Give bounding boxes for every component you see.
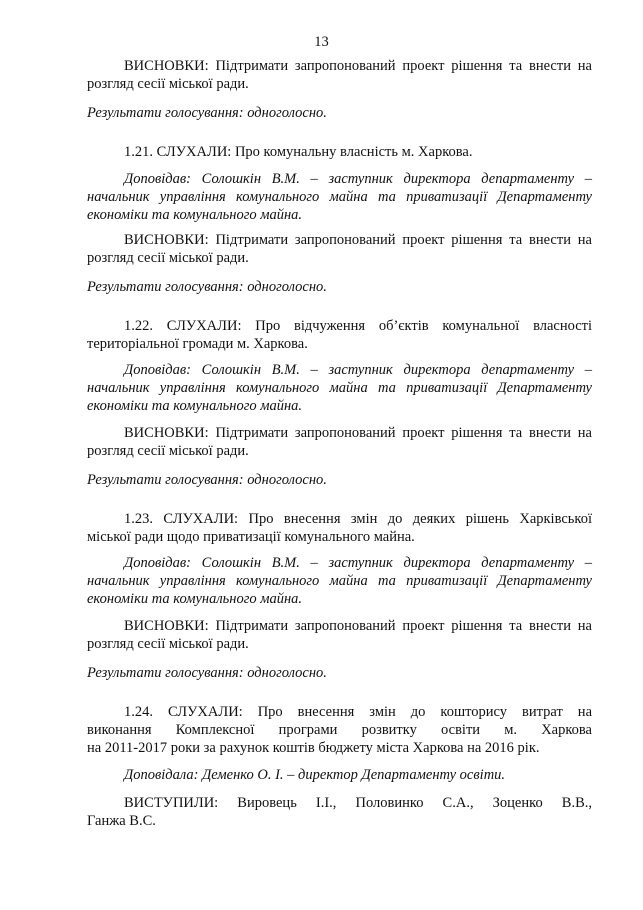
text-line: розгляд сесії міської ради.: [87, 443, 249, 459]
text-line: економіки та комунального майна.: [87, 398, 303, 414]
text-line: економіки та комунального майна.: [87, 591, 303, 607]
text-line: Доповідав: Солошкін В.М. – заступник директора департаменту –: [124, 555, 592, 571]
text-line: Доповідала: Деменко О. І. – директор Департаменту освіти.: [124, 767, 506, 783]
text-line: ВИСНОВКИ: Підтримати запропонований проект рішення та внести на: [124, 618, 592, 634]
text-line: Результати голосування: одноголосно.: [87, 279, 327, 295]
vote-result: [87, 104, 592, 122]
text-line: ВИСНОВКИ: Підтримати запропонований проект рішення та внести на: [124, 58, 592, 74]
conclusion-paragraph: [87, 57, 592, 93]
vote-result: [87, 664, 592, 682]
text-line: Результати голосування: одноголосно.: [87, 665, 327, 681]
text-line: територіальної громади м. Харкова.: [87, 336, 308, 352]
text-line: ВИСТУПИЛИ: Вировець І.І., Половинко С.А., Зоценко В.В.,: [124, 795, 592, 811]
text-line: ВИСНОВКИ: Підтримати запропонований проект рішення та внести на: [124, 232, 592, 248]
text-line: начальник управління комунального майна та приватизації Департаменту: [87, 380, 592, 396]
heard-item-heading: [87, 317, 592, 353]
text-line: 1.21. СЛУХАЛИ: Про комунальну власність м. Харкова.: [124, 144, 473, 160]
text-line: розгляд сесії міської ради.: [87, 636, 249, 652]
heard-item-heading: [87, 143, 592, 161]
speaker-paragraph: [87, 361, 592, 415]
conclusion-paragraph: [87, 231, 592, 267]
text-line: Доповідав: Солошкін В.М. – заступник директора департаменту –: [124, 171, 592, 187]
text-line: розгляд сесії міської ради.: [87, 250, 249, 266]
text-line: 1.24. СЛУХАЛИ: Про внесення змін до кошторису витрат на: [124, 704, 592, 720]
text-line: на 2011-2017 роки за рахунок коштів бюджету міста Харкова на 2016 рік.: [87, 740, 540, 756]
text-line: начальник управління комунального майна та приватизації Департаменту: [87, 189, 592, 205]
vote-result: [87, 278, 592, 296]
heard-item-heading: [87, 703, 592, 757]
text-line: виконання Комплексної програми розвитку освіти м. Харкова: [87, 722, 592, 738]
text-line: 1.23. СЛУХАЛИ: Про внесення змін до деяких рішень Харківської: [124, 511, 592, 527]
text-line: 1.22. СЛУХАЛИ: Про відчуження об’єктів комунальної власності: [124, 318, 592, 334]
text-line: начальник управління комунального майна та приватизації Департаменту: [87, 573, 592, 589]
text-line: ВИСНОВКИ: Підтримати запропонований проект рішення та внести на: [124, 425, 592, 441]
page-number: 13: [314, 34, 329, 50]
heard-item-heading: [87, 510, 592, 546]
text-line: Результати голосування: одноголосно.: [87, 472, 327, 488]
text-line: міської ради щодо приватизації комунального майна.: [87, 529, 415, 545]
text-line: Доповідав: Солошкін В.М. – заступник директора департаменту –: [124, 362, 592, 378]
speaker-paragraph: [87, 170, 592, 224]
speaker-paragraph: [87, 766, 592, 784]
conclusion-paragraph: [87, 617, 592, 653]
conclusion-paragraph: [87, 424, 592, 460]
vote-result: [87, 471, 592, 489]
text-line: економіки та комунального майна.: [87, 207, 303, 223]
speaker-paragraph: [87, 554, 592, 608]
text-line: Результати голосування: одноголосно.: [87, 105, 327, 121]
speakers-paragraph: [87, 794, 592, 830]
text-line: Ганжа В.С.: [87, 813, 156, 829]
text-line: розгляд сесії міської ради.: [87, 76, 249, 92]
